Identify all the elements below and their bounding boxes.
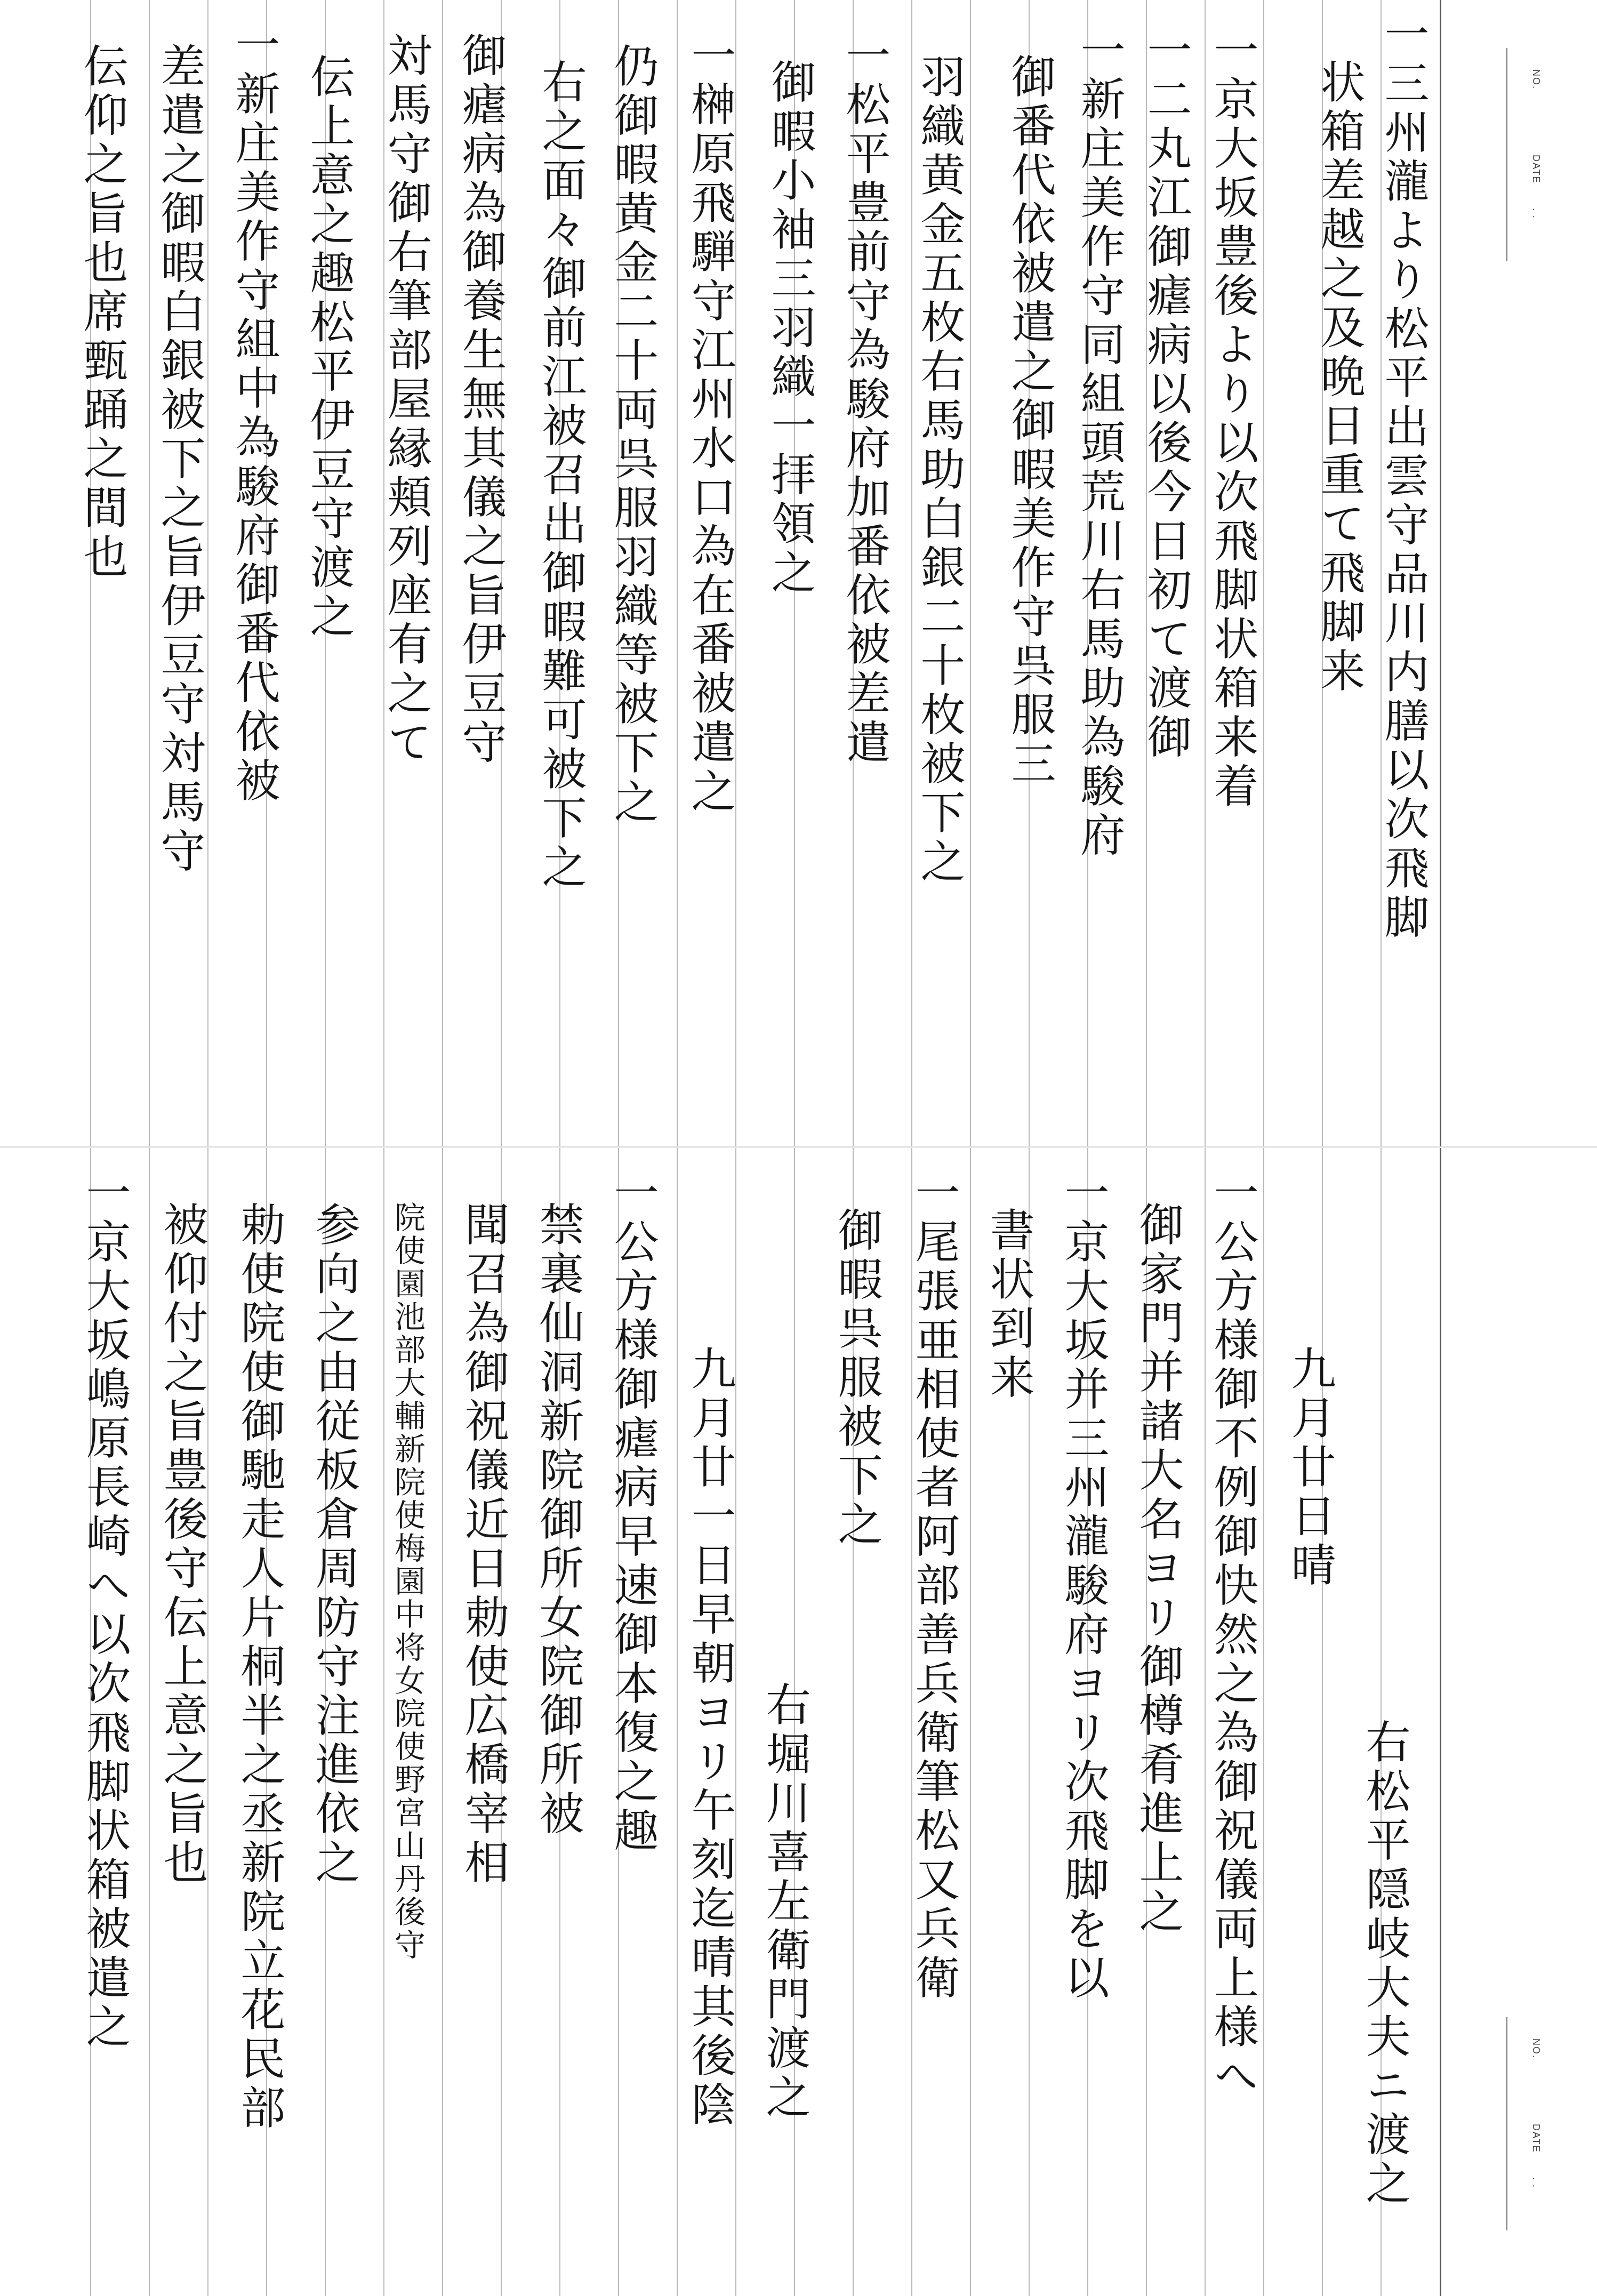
text-line: 勅使院使御馳走人片桐半之丞新院立花民部 (234, 1201, 286, 2133)
text-line: 羽織黄金五枚右馬助白銀二十枚被下之 (913, 53, 966, 887)
text-line: 禁裏仙洞新院御所女院御所被 (532, 1201, 584, 1839)
text-line: 一三州瀧より松平出雲守品川内膳以次飛脚 (1377, 11, 1430, 943)
header-rule (1506, 48, 1507, 261)
text-line: 一松平豊前守為駿府加番依被差遣 (839, 32, 891, 768)
text-line: 伝上意之趣松平伊豆守渡之 (303, 53, 355, 642)
text-line: 聞召為御祝儀近日勅使広橋宰相 (458, 1201, 510, 1888)
text-line: 対馬守御右筆部屋縁頬列座有之て (380, 32, 432, 768)
page-header (1490, 48, 1560, 272)
text-line: 一尾張亜相使者阿部善兵衛筆松又兵衛 (908, 1169, 960, 2003)
text-line: 一公方様御瘧病早速御本復之趣 (607, 1169, 659, 1856)
text-line: 状箱差越之及晩日重て飛脚来 (1313, 59, 1366, 696)
header-rule (1506, 2017, 1507, 2230)
text-line: 御家門并諸大名ヨリ御樽肴進上之 (1132, 1201, 1184, 1937)
text-line: 右堀川喜左衛門渡之 (759, 1681, 811, 2123)
text-line: 一京大坂嶋原長崎へ以次飛脚状箱被遣之 (79, 1169, 131, 2052)
text-line: 御暇小袖三羽織一拝領之 (764, 59, 816, 598)
date-heading: 九月廿日晴 (1284, 1345, 1336, 1591)
date-dots: . . (1531, 208, 1542, 220)
date-dots: . . (1531, 2177, 1542, 2189)
text-line: 一京大坂并三州瀧駿府ヨリ次飛脚を以 (1057, 1169, 1110, 2003)
no-label: NO. (1531, 69, 1542, 90)
text-line: 一新庄美作守組中為駿府御番代依被 (228, 21, 280, 806)
text-line: 被仰付之旨豊後守伝上意之旨也 (156, 1201, 208, 1888)
page-header (1490, 2017, 1560, 2241)
page-bottom (0, 1148, 1597, 2296)
date-label: DATE (1531, 155, 1542, 184)
text-line: 御番代依被遣之御暇美作守呉服三 (1004, 53, 1056, 789)
text-line: 伝仰之旨也席甄踊之間也 (76, 43, 129, 582)
text-line: 院使園池部大輔新院使梅園中将女院使野宮山丹後守 (389, 1201, 426, 1962)
date-heading: 九月廿一日早朝ヨリ午刻迄晴其後陰 (684, 1345, 736, 2130)
date-label: DATE (1531, 2124, 1542, 2153)
no-label: NO. (1531, 2038, 1542, 2059)
text-line: 一公方様御不例御快然之為御祝儀両上様へ (1207, 1169, 1259, 2101)
text-line: 右之面々御前江被召出御暇難可被下之 (535, 59, 587, 893)
text-line: 参向之由従板倉周防守注進依之 (308, 1201, 360, 1888)
text-line: 一榊原飛騨守江州水口為在番被遣之 (684, 32, 736, 817)
text-line: 右松平隠岐大夫ニ渡之 (1359, 1719, 1411, 2209)
text-line: 一新庄美作守同組頭荒川右馬助為駿府 (1073, 27, 1126, 861)
text-line: 一京大坂豊後より以次飛脚状箱来着 (1207, 27, 1259, 812)
text-line: 書状到来 (983, 1207, 1035, 1403)
text-line: 御瘧病為御養生無其儀之旨伊豆守 (455, 32, 507, 768)
margin-line (1440, 1148, 1441, 2296)
text-line: 一二丸江御瘧病以後今日初て渡御 (1140, 27, 1192, 762)
text-line: 仍御暇黄金二十両呉服羽織等被下之 (607, 43, 659, 828)
text-line: 御暇呉服被下之 (831, 1207, 883, 1550)
margin-line (1440, 0, 1441, 1148)
text-line: 差遣之御暇白銀被下之旨伊豆守対馬守 (154, 43, 206, 877)
